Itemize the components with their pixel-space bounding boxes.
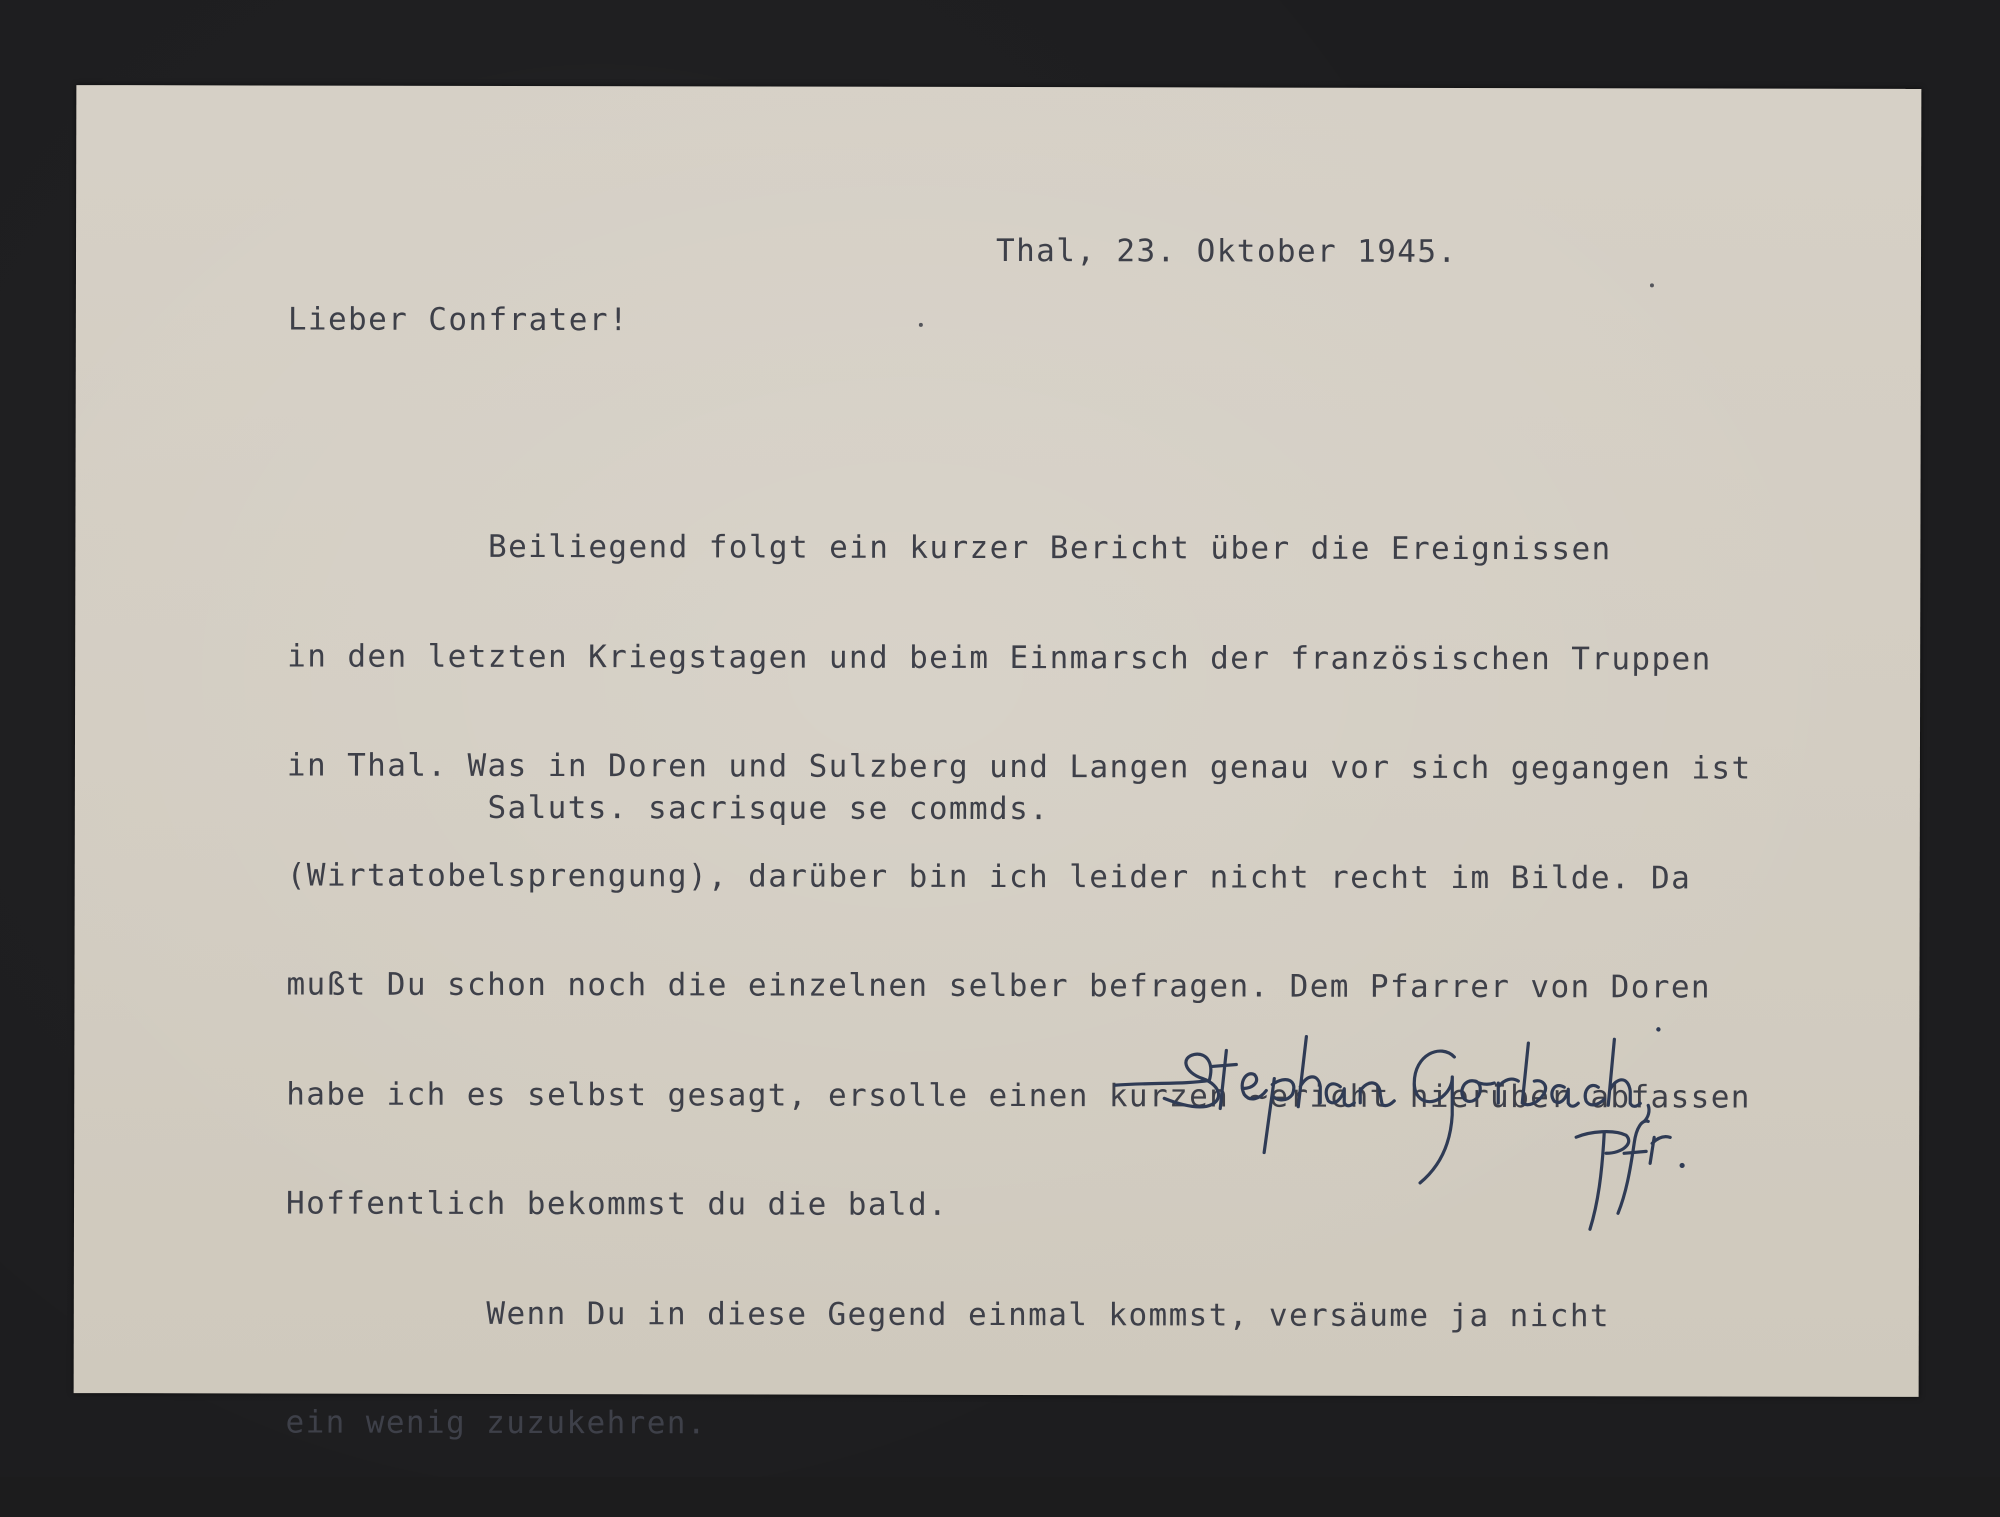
letter-closing: Saluts. sacrisque se commds. — [286, 789, 1050, 828]
body-line: in Thal. Was in Doren und Sulzberg und Langen genau vor sich gegangen ist — [286, 747, 1752, 787]
body-line: habe ich es selbst gesagt, ersolle einen kurzen ~ericht hierüber abfassen — [286, 1076, 1751, 1116]
body-line: mußt Du schon noch die einzelnen selber befragen. Dem Pfarrer von Doren — [286, 966, 1712, 1006]
handwritten-signature — [1114, 1002, 1775, 1253]
body-line: in den letzten Kriegstagen und beim Einmarsch der französischen Truppen — [287, 638, 1712, 677]
letter-paper — [74, 85, 1922, 1442]
body-line: Beiliegend folgt ein kurzer Bericht über die Ereignissen — [287, 528, 1612, 568]
ink-speck — [1650, 283, 1654, 287]
letter-date: Thal, 23. Oktober 1945. — [995, 232, 1458, 270]
ink-speck — [919, 323, 923, 327]
body-line: Hoffentlich bekommst du die bald. — [285, 1185, 949, 1223]
letter-salutation: Lieber Confrater! — [287, 301, 630, 339]
body-line: Wenn Du in diese Gegend einmal kommst, versäume ja nicht — [285, 1295, 1611, 1334]
body-line: ein wenig zuzukehren. — [285, 1404, 707, 1442]
body-line: (Wirtatobelsprengung), darüber bin ich leider nicht recht im Bilde. Da — [286, 857, 1692, 896]
letter-body — [285, 456, 1752, 1517]
